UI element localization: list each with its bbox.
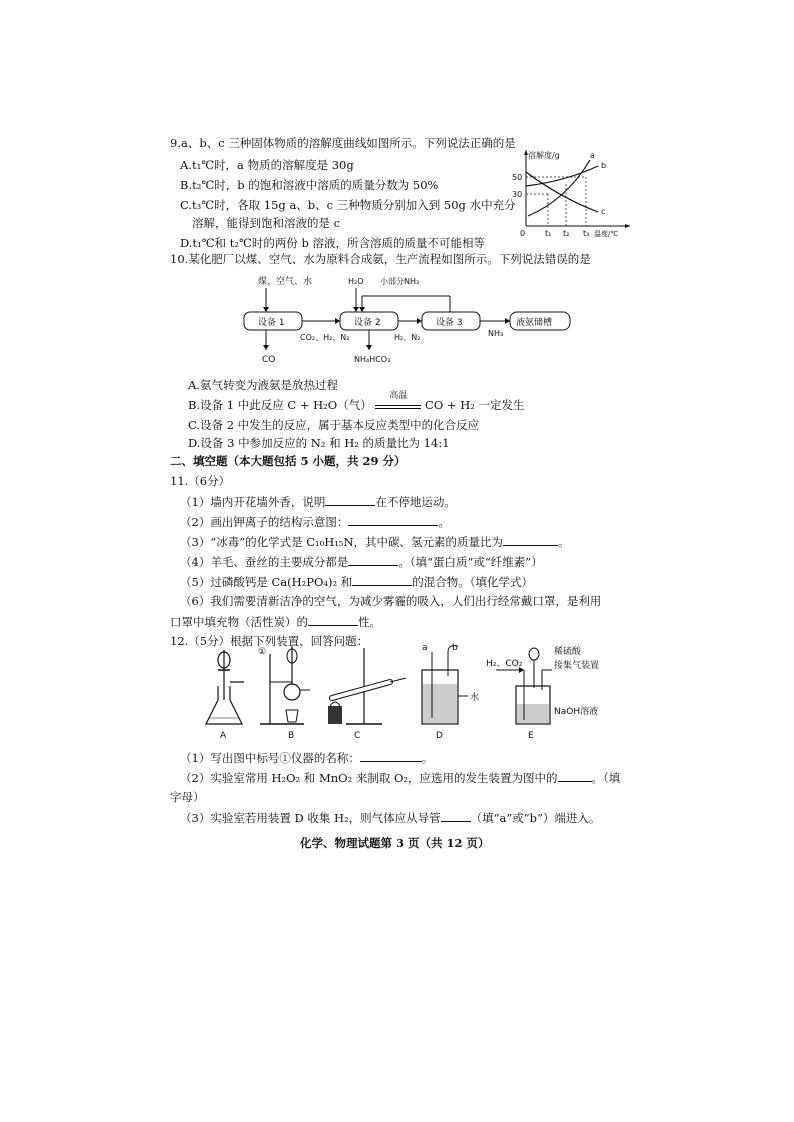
q11-line2: （2）画出钾离子的结构示意图： 。 <box>180 515 450 529</box>
q11-heading: 11.（6分） <box>170 474 231 488</box>
svg-text:B: B <box>288 731 295 741</box>
label-tube-a: a <box>422 643 428 653</box>
answer-blank-8[interactable] <box>558 770 592 782</box>
section-title: 二、填空题（本大题包括 5 小题，共 29 分） <box>170 454 406 468</box>
label-e-collect: 接集气装置 <box>554 661 600 671</box>
q12-line2: （2）实验室常用 H₂O₂ 和 MnO₂ 来制取 O₂，应选用的发生装置为图中的 。（填 <box>180 771 621 785</box>
device1-label: 设备 1 <box>258 318 285 328</box>
label-e-gas: H₂、CO₂ <box>486 659 523 669</box>
apparatus-e <box>486 645 599 741</box>
label-e-naoh: NaOH溶液 <box>554 707 599 717</box>
label-circle-1: ① <box>258 647 267 657</box>
q10-option-c: C.设备 2 中发生的反应，属于基本反应类型中的化合反应 <box>188 418 480 432</box>
label-e-acid: 稀硫酸 <box>554 647 582 657</box>
apparatus-d <box>422 643 479 741</box>
graph-label-b: b <box>601 161 607 170</box>
graph-ylabel: 溶解度/g <box>528 151 560 160</box>
q11-line5: （5）过磷酸钙是 Ca(H₂PO₄)₂ 和 的混合物。（填化学式） <box>180 575 534 589</box>
answer-blank-7[interactable] <box>360 750 422 762</box>
graph-t3: t₃ <box>583 229 590 238</box>
q12-line3: （3）实验室若用装置 D 收集 H₂，则气体应从导管 （填“a”或“b”）端进入。 <box>180 811 601 825</box>
recycle-nh3: 小部分NH₃ <box>380 277 420 286</box>
device3-label: 设备 3 <box>436 318 463 328</box>
svg-text:A: A <box>220 731 227 741</box>
gas-mix-1: CO₂、H₂、N₂ <box>300 333 350 342</box>
answer-blank-3[interactable] <box>503 534 558 546</box>
answer-blank-6[interactable] <box>308 614 358 626</box>
lab-apparatus <box>196 640 616 742</box>
graph-t1: t₁ <box>545 229 552 238</box>
q9-option-a: A.t₁℃时，a 物质的溶解度是 30g <box>180 158 354 172</box>
ammonia-tank-label: 液氨储槽 <box>516 318 553 328</box>
input-h2o: H₂O <box>348 277 364 286</box>
answer-blank-5[interactable] <box>352 574 412 586</box>
ammonia-flow-diagram <box>238 270 578 368</box>
q10-option-d: D.设备 3 中参加反应的 N₂ 和 H₂ 的质量比为 14:1 <box>188 436 450 450</box>
graph-label-c: c <box>601 207 606 216</box>
q11-line6-cont: 口罩中填充物（活性炭）的 性。 <box>170 615 381 629</box>
nh3-arrow-label: NH₃ <box>488 329 504 338</box>
out-co: CO <box>262 355 276 365</box>
q10-option-b <box>188 391 525 412</box>
graph-y30: 30 <box>512 190 523 199</box>
apparatus-b <box>258 646 310 741</box>
q11-line6: （6）我们需要清新洁净的空气，为减少雾霾的吸入，人们出行经常戴口罩，是利用 <box>180 594 602 608</box>
apparatus-a <box>206 650 244 741</box>
q12-line2-cont: 字母） <box>170 790 205 804</box>
page-footer: 化学、物理试题第 3 页（共 12 页） <box>300 836 490 850</box>
q10-b-reactants: B.设备 1 中此反应 C + H₂O（气） <box>188 398 372 412</box>
label-water: 水 <box>470 693 480 703</box>
reaction-arrow <box>375 391 421 409</box>
answer-blank-9[interactable] <box>441 810 471 822</box>
q9-option-c-cont: 溶解，能得到饱和溶液的是 c <box>192 216 341 230</box>
svg-text:D: D <box>436 731 443 741</box>
graph-y50: 50 <box>512 173 523 182</box>
apparatus-c <box>328 648 406 741</box>
q9-stem: 9.a、b、c 三种固体物质的溶解度曲线如图所示。下列说法正确的是 <box>170 136 516 150</box>
graph-origin: 0 <box>520 229 526 238</box>
graph-xlabel: 温度/℃ <box>594 230 619 238</box>
q11-line1: （1）墙内开花墙外香，说明 在不停地运动。 <box>180 495 456 509</box>
q12-line1: （1）写出图中标号①仪器的名称： 。 <box>180 751 434 765</box>
input-raw: 煤、空气、水 <box>258 277 313 287</box>
svg-text:C: C <box>354 731 361 741</box>
graph-label-a: a <box>590 151 595 160</box>
out-nh4hco3: NH₄HCO₃ <box>354 355 391 364</box>
graph-t2: t₂ <box>563 229 570 238</box>
q12-heading: 12.（5分）根据下列装置，回答问题： <box>170 634 369 648</box>
q11-line3: （3）“冰毒”的化学式是 C₁₀H₁₅N，其中碳、氢元素的质量比为 。 <box>180 535 570 549</box>
solubility-graph <box>506 146 634 238</box>
q10-option-a: A.氨气转变为液氨是放热过程 <box>188 378 338 392</box>
q10-b-products: CO + H₂ 一定发生 <box>425 398 525 412</box>
answer-blank-1[interactable] <box>325 494 375 506</box>
q9-option-c: C.t₃℃时，各取 15g a、b、c 三种物质分别加入到 50g 水中充分 <box>180 198 516 212</box>
q11-line4: （4）羊毛、蚕丝的主要成分都是 。（填“蛋白质”或“纤维素”） <box>180 555 543 569</box>
svg-text:E: E <box>528 731 534 741</box>
answer-blank-2[interactable] <box>348 514 438 526</box>
reaction-condition: 高温 <box>389 391 408 401</box>
gas-mix-2: H₂、N₂ <box>394 333 421 342</box>
answer-blank-4[interactable] <box>348 554 398 566</box>
q9-option-d: D.t₁℃和 t₂℃时的两份 b 溶液，所含溶质的质量不可能相等 <box>180 236 485 250</box>
q9-option-b: B.t₂℃时，b 的饱和溶液中溶质的质量分数为 50% <box>180 178 439 192</box>
q10-stem: 10.某化肥厂以煤、空气、水为原料合成氨，生产流程如图所示。下列说法错误的是 <box>170 252 591 266</box>
label-tube-b: b <box>452 643 458 653</box>
device2-label: 设备 2 <box>354 318 381 328</box>
